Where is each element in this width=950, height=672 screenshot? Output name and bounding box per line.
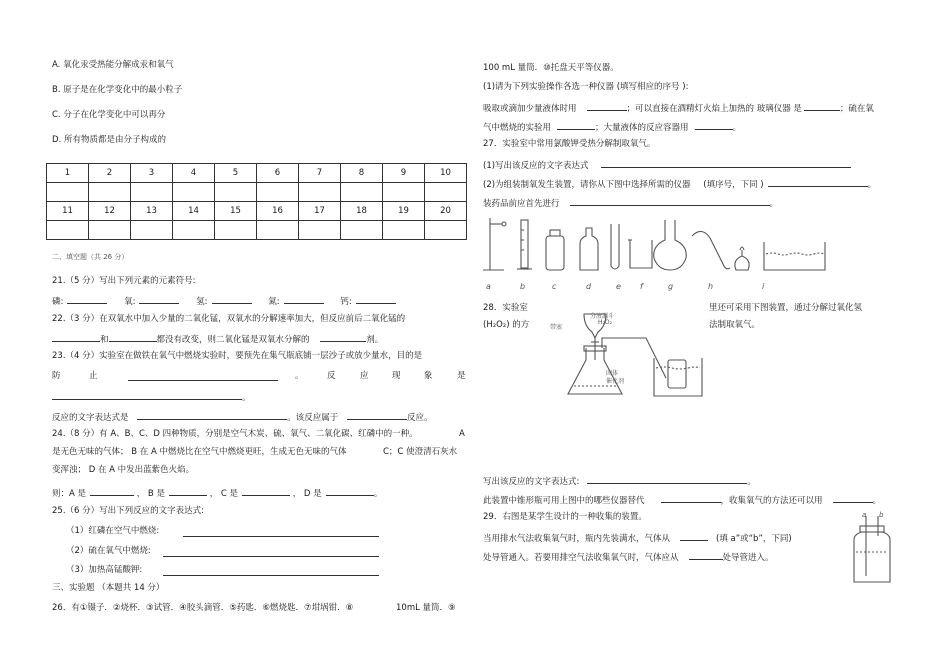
answer-blank[interactable]: [212, 294, 252, 304]
option-a: A. 氧化汞受热能分解成汞和氧气: [52, 60, 174, 70]
q28-text: 此装置中锥形瓶可用上图中的哪些仪器替代: [483, 496, 645, 506]
table-cell: 10: [425, 164, 467, 183]
answer-cell[interactable]: [383, 221, 425, 240]
q28-line2-start: (H₂O₂) 的方: [483, 320, 530, 330]
iron-stand-icon: [483, 218, 506, 270]
answer-cell[interactable]: [299, 183, 341, 202]
table-cell: 1: [47, 164, 89, 183]
answer-cell[interactable]: [215, 183, 257, 202]
answer-blank[interactable]: [570, 196, 770, 206]
q27-part1: [483, 158, 851, 172]
fig-label: 催化剂: [606, 378, 625, 385]
answer-cell[interactable]: [257, 183, 299, 202]
q27-text: (填序号，下同 ): [703, 180, 764, 190]
q28-text: ，收集氧气的方法还可以用: [720, 496, 823, 506]
q25-item-3: （3）加热高锰酸钾:: [66, 565, 143, 575]
answer-blank[interactable]: [137, 410, 287, 420]
q22-text: 剂。: [366, 335, 384, 345]
q28-line1-start: 28．实验室: [483, 303, 528, 313]
q23-zhi: 止: [89, 371, 98, 381]
table-cell: 18: [341, 202, 383, 221]
water-trough-icon: [654, 358, 702, 396]
q28-line2-end: 法制取氧气。: [709, 320, 761, 330]
answer-blank[interactable]: [661, 493, 721, 503]
q24-label: ， B 是: [136, 489, 165, 499]
q21-label: 氮:: [268, 297, 280, 307]
q27-text: 。: [769, 199, 779, 209]
answer-cell[interactable]: [47, 183, 89, 202]
graduated-cylinder-icon: [517, 220, 532, 269]
q27-text: 装药品前应首先进行: [483, 199, 560, 209]
reagent-bottle-icon: [580, 228, 598, 270]
table-cell: 6: [257, 164, 299, 183]
table-cell: 20: [425, 202, 467, 221]
answer-cell[interactable]: [425, 221, 467, 240]
q21-label: 钙:: [340, 297, 352, 307]
q26-line-tail: 10mL 量筒．⑨: [396, 603, 456, 613]
q26-text: 。: [732, 123, 742, 133]
fig-label: b: [879, 511, 884, 519]
q23-line1: 23.（4 分）实验室在做铁在氧气中燃烧实验时，要预先在集气瓶底铺一层沙子或放少量水，目的是: [52, 351, 423, 361]
answer-blank[interactable]: [326, 486, 374, 496]
fig-label: a: [862, 511, 867, 519]
q21-heading: 21.（5 分）写出下列元素的元素符号:: [52, 276, 196, 286]
q23-word: 现: [392, 371, 401, 381]
fig-label: 固体: [606, 370, 619, 377]
q24-line2: 是无色无味的气体； B 在 A 中燃烧比在空气中燃烧更旺，生成无色无味的气体: [52, 447, 347, 457]
q23-word: 应: [360, 371, 369, 381]
collection-bottle-icon: [854, 526, 890, 582]
answer-blank[interactable]: [169, 486, 207, 496]
test-tube-icon: [611, 224, 619, 269]
answer-blank[interactable]: [90, 486, 134, 496]
answer-blank[interactable]: [347, 410, 407, 420]
answer-blank[interactable]: [242, 486, 290, 496]
option-c: C. 分子在化学变化中可以再分: [52, 110, 166, 120]
answer-blank[interactable]: [833, 493, 873, 503]
q23-word: 是: [457, 371, 466, 381]
fig-label: 分液漏斗: [590, 313, 615, 320]
answer-cell[interactable]: [173, 183, 215, 202]
q29-text: (填 a”或“b”，下同): [716, 534, 792, 544]
answer-cell[interactable]: [215, 221, 257, 240]
q26-line4: [483, 120, 741, 134]
answer-blank[interactable]: [768, 177, 868, 187]
fig-label: 带塞: [550, 324, 563, 331]
fig-label: H₂O₂: [598, 319, 613, 326]
q27-text: 。: [867, 180, 877, 190]
q29-text: 处导管进入。: [722, 553, 774, 563]
q28-expression: [483, 474, 756, 488]
apparatus-label: c: [552, 282, 557, 291]
q29-line3: [483, 550, 774, 564]
gas-bottle-icon: [546, 230, 564, 270]
q23-text: 反应。: [406, 413, 433, 423]
answer-blank[interactable]: [284, 294, 324, 304]
q27-heading: 27．实验室中常用氯酸钾受热分解制取氧气。: [483, 139, 656, 149]
table-cell: 8: [341, 164, 383, 183]
q22-text: 都没有改变，则二氧化锰是双氧水分解的: [156, 335, 310, 345]
q23-word: 反: [327, 371, 336, 381]
q21-label: 磷:: [52, 297, 64, 307]
answer-table-row: [47, 183, 467, 202]
option-d: D. 所有物质都是由分子构成的: [52, 135, 166, 145]
q23-word: 象: [424, 371, 433, 381]
table-cell: 15: [215, 202, 257, 221]
answer-cell[interactable]: [47, 221, 89, 240]
alcohol-lamp-icon: [735, 247, 749, 270]
answer-blank[interactable]: [587, 101, 627, 111]
answer-cell[interactable]: [341, 221, 383, 240]
q28-text: 写出该反应的文字表达式:: [483, 477, 580, 487]
q26-part1: (1)请为下列实验操作各选一种仪器 (填写相应的序号 ):: [483, 82, 689, 92]
answer-table: [46, 163, 467, 240]
table-cell: 9: [383, 164, 425, 183]
table-cell: 16: [257, 202, 299, 221]
q22-line2: [52, 332, 383, 346]
answer-blank[interactable]: [52, 390, 242, 400]
q23-text: 。该反应属于: [287, 413, 339, 423]
answer-cell[interactable]: [131, 221, 173, 240]
answer-blank[interactable]: [320, 332, 366, 342]
delivery-tube-icon: [692, 231, 730, 268]
table-cell: 19: [383, 202, 425, 221]
table-cell: 12: [89, 202, 131, 221]
q26-text: ；可以直接在酒精灯火焰上加热的 玻璃仪器 是: [626, 104, 802, 114]
answer-table-row: [47, 221, 467, 240]
answer-cell[interactable]: [383, 183, 425, 202]
table-cell: 2: [89, 164, 131, 183]
q21-answers: [52, 294, 396, 308]
answer-blank[interactable]: [689, 550, 723, 560]
table-cell: 17: [299, 202, 341, 221]
answer-blank[interactable]: [680, 531, 708, 541]
beaker-icon: [628, 240, 652, 268]
q26-text: 气中燃烧的实验用: [483, 123, 552, 133]
answer-cell[interactable]: [425, 183, 467, 202]
answer-table-row: [47, 202, 467, 221]
q22-text: 和: [100, 335, 109, 345]
q26-continued: 100 mL 量筒．⑩托盘天平等仪器。: [483, 63, 619, 73]
q25-item-1: （1）红磷在空气中燃烧:: [66, 526, 160, 536]
apparatus-label: d: [586, 282, 592, 291]
answer-blank[interactable]: [163, 566, 379, 576]
q27-text: (1)写出该反应的文字表达式: [483, 161, 589, 171]
answer-table-row: [47, 164, 467, 183]
answer-blank[interactable]: [67, 294, 107, 304]
answer-blank[interactable]: [128, 371, 278, 381]
q28-text: 。: [872, 496, 882, 506]
apparatus-label: b: [520, 282, 526, 291]
gas-collection-bottle-figure: [848, 512, 896, 584]
answer-blank[interactable]: [557, 120, 595, 130]
q27-text: (2)为组装制氧发生装置，请你从下图中选择所需的仪器: [483, 180, 691, 190]
answer-blank[interactable]: [183, 527, 379, 537]
q24-line3: 变浑浊； D 在 A 中发出蓝紫色火焰。: [52, 465, 195, 475]
q23-fang: 防: [52, 371, 61, 381]
table-cell: 7: [299, 164, 341, 183]
answer-blank[interactable]: [804, 101, 840, 111]
q27-part2: [483, 177, 876, 191]
apparatus-label: f: [640, 282, 643, 291]
q28-text: 。: [747, 477, 756, 487]
table-cell: 11: [47, 202, 89, 221]
water-trough-icon: [764, 242, 825, 270]
q25-item-2: （2）硫在氧气中燃烧:: [66, 546, 151, 556]
q26-text: 吸取或滴加少量液体时用: [483, 104, 577, 114]
q26-line3: [483, 101, 874, 115]
option-b: B. 原子是在化学变化中的最小粒子: [52, 85, 183, 95]
q24-answers: [52, 486, 382, 500]
q21-label: 氧:: [124, 297, 136, 307]
q29-text: 处导管通入。若要用排空气法收集氧气时，气体应从: [483, 553, 679, 563]
q24-line1-tail: A: [459, 429, 465, 439]
section-3-title: 三、实验题 （本题共 14 分）: [52, 583, 165, 593]
table-cell: 5: [215, 164, 257, 183]
q29-heading: 29．右图是某学生设计的一种收集的装置。: [483, 512, 647, 522]
apparatus-label: h: [708, 282, 714, 291]
q28-replace: [483, 493, 881, 507]
answer-cell[interactable]: [257, 221, 299, 240]
q26-text: ；大量液体的反应容器用: [595, 123, 689, 133]
q21-label: 氢:: [196, 297, 208, 307]
table-cell: 14: [173, 202, 215, 221]
table-cell: 3: [131, 164, 173, 183]
answer-blank[interactable]: [52, 332, 100, 342]
apparatus-figure: [480, 212, 895, 274]
answer-cell[interactable]: [89, 183, 131, 202]
table-cell: 13: [131, 202, 173, 221]
q24-text: 。: [373, 489, 383, 499]
answer-blank[interactable]: [356, 294, 396, 304]
q24-line1: 24.（8 分）有 A、B、C、D 四种物质，分别是空气木炭、硫、氧气、二氧化碳、红磷中的一种。: [52, 429, 418, 439]
q23-text: 反应的文字表达式是: [52, 413, 129, 423]
q23-line4: [52, 410, 432, 424]
q29-text: 当用排水气法收集氧气时，瓶内先装满水，气体从: [483, 534, 671, 544]
q24-label: ， D 是: [292, 489, 322, 499]
section-2-title: 二、填空题（共 26 分）: [52, 253, 129, 261]
q25-heading: 25.（6 分）写出下列反应的文字表达式:: [52, 506, 204, 516]
q23-text: 。: [242, 393, 251, 403]
answer-blank[interactable]: [601, 158, 851, 168]
answer-cell[interactable]: [341, 183, 383, 202]
q22-line1: 22.（3 分）在双氧水中加入少量的二氧化锰，双氧水的分解速率加大，但反应前后二氧化锰的: [52, 314, 406, 324]
answer-cell[interactable]: [299, 221, 341, 240]
table-cell: 4: [173, 164, 215, 183]
answer-cell[interactable]: [131, 183, 173, 202]
h2o2-apparatus-figure: [540, 308, 705, 403]
answer-blank[interactable]: [139, 294, 179, 304]
q24-label: 则：A 是: [52, 489, 87, 499]
q26-line: 26．有①镊子．②烧杯．③试管．④胶头滴管．⑤药匙．⑥燃烧匙．⑦坩埚钳．⑧: [52, 603, 354, 613]
q24-line2-tail: C；C 使澄清石灰水: [383, 447, 458, 457]
apparatus-label: g: [668, 282, 674, 291]
answer-blank[interactable]: [163, 547, 379, 557]
q24-label: ， C 是: [209, 489, 239, 499]
q29-line2: [483, 531, 792, 545]
apparatus-label: e: [616, 282, 621, 291]
answer-cell[interactable]: [89, 221, 131, 240]
flask-icon: [654, 220, 687, 270]
q23-line3: [52, 390, 251, 404]
q27-part3: [483, 196, 778, 210]
q26-text: ；硫在氧: [839, 104, 874, 114]
apparatus-label: a: [486, 282, 491, 291]
q28-line1-end: 里还可采用下图装置，通过分解过氧化氢: [709, 303, 863, 313]
answer-blank[interactable]: [109, 332, 157, 342]
answer-cell[interactable]: [173, 221, 215, 240]
answer-blank[interactable]: [695, 120, 733, 130]
gas-bottle-icon: [668, 360, 686, 388]
apparatus-label: i: [762, 282, 765, 291]
q23-word: 。: [295, 371, 304, 381]
answer-blank[interactable]: [587, 474, 747, 484]
